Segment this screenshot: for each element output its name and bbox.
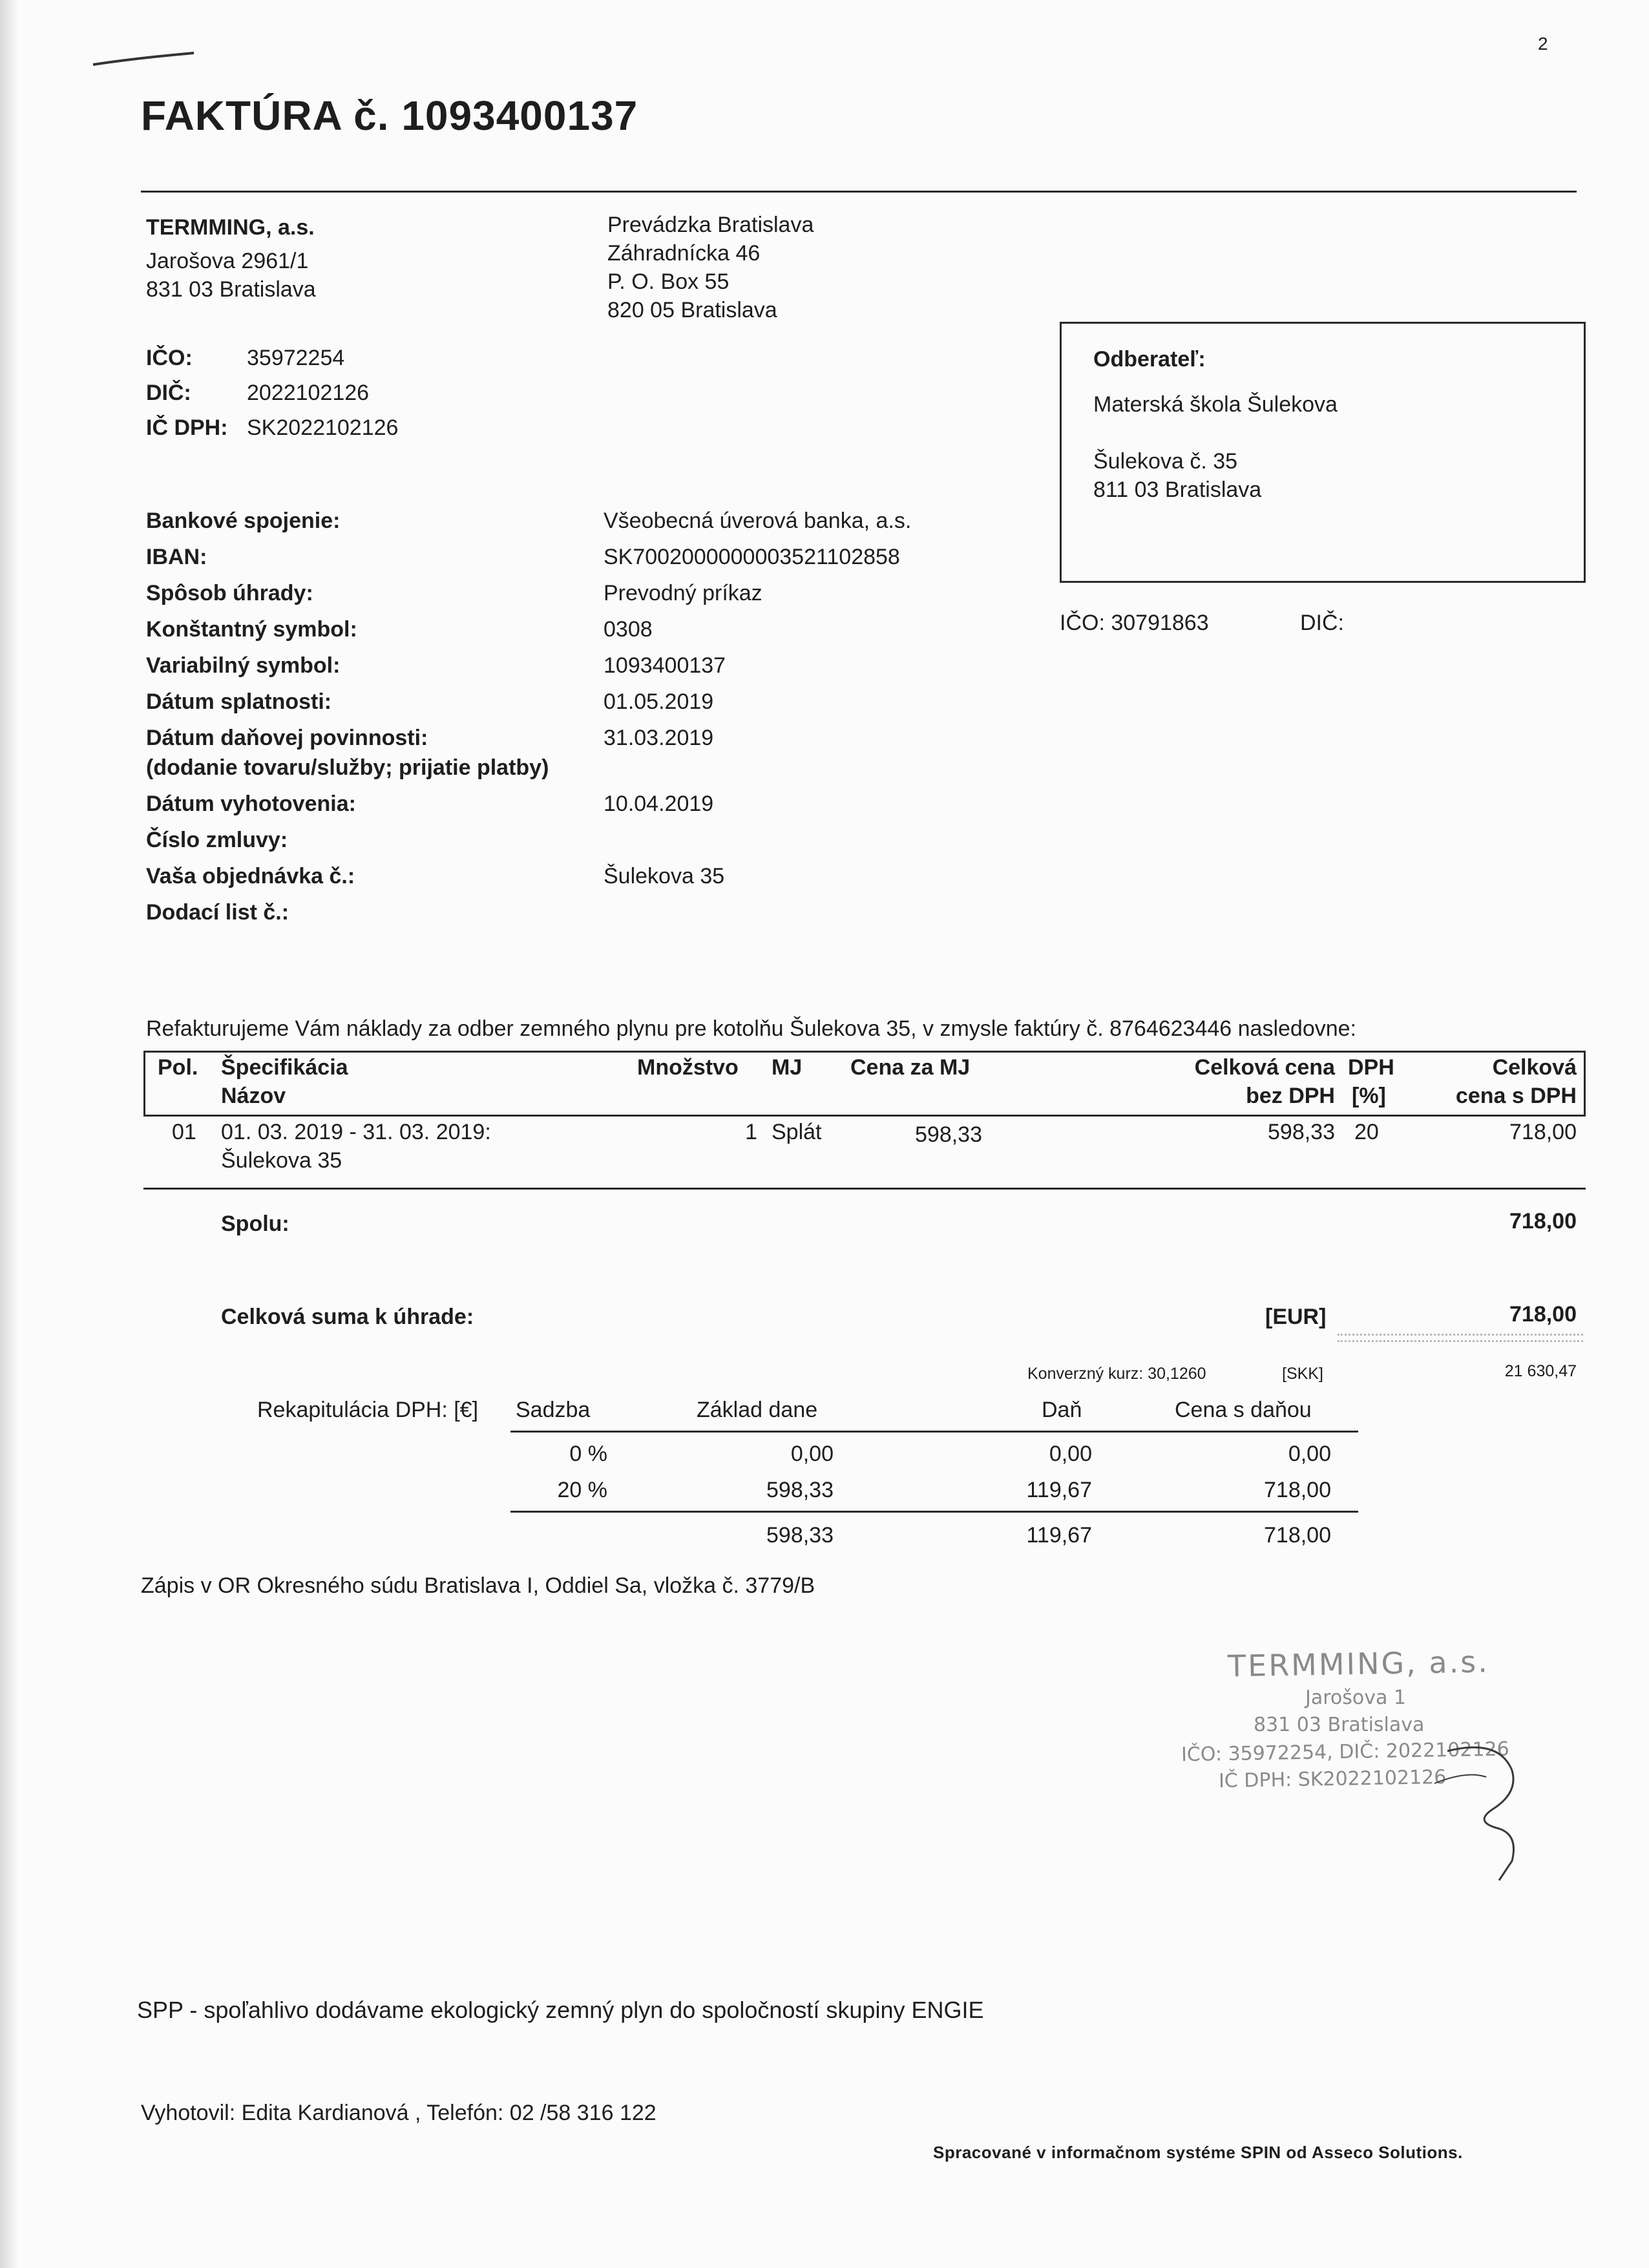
- vat-sum-total: 718,00: [1264, 1523, 1331, 1548]
- vat-th-rate: Sadzba: [516, 1398, 591, 1422]
- page-number: 2: [1538, 34, 1548, 54]
- supplier-street: Jarošova 2961/1: [146, 249, 309, 273]
- icdph-value: SK2022102126: [247, 415, 399, 440]
- var-label: Variabilný symbol:: [146, 653, 341, 678]
- total-dotted-underline: [1338, 1334, 1583, 1336]
- row-total-excl: 598,33: [1268, 1120, 1335, 1144]
- prepared-by: Vyhotovil: Edita Kardianová , Telefón: 02 /58 316 122: [141, 2101, 656, 2125]
- dic-label: DIČ:: [146, 381, 191, 405]
- currency-label: [EUR]: [1265, 1305, 1327, 1329]
- vat-row1-tax: 0,00: [1049, 1442, 1092, 1466]
- icdph-label: IČ DPH:: [146, 415, 228, 440]
- due-total-label: Celková suma k úhrade:: [221, 1305, 474, 1329]
- customer-street: Šulekova č. 35: [1093, 449, 1238, 474]
- spolu-label: Spolu:: [221, 1212, 289, 1236]
- tax-date-value: 31.03.2019: [604, 726, 714, 750]
- tax-date-sub: (dodanie tovaru/služby; prijatie platby): [146, 755, 549, 780]
- bank-label: Bankové spojenie:: [146, 509, 341, 533]
- iban-value: SK7002000000003521102858: [604, 545, 900, 569]
- row-qty: 1: [745, 1120, 757, 1144]
- stamp-line-4: IČO: 35972254, DIČ: 2022102126: [1181, 1738, 1509, 1767]
- stamp-line-5: IČ DPH: SK2022102126: [1218, 1765, 1447, 1793]
- vat-row1-base: 0,00: [790, 1442, 834, 1466]
- th-unit-price: Cena za MJ: [850, 1055, 971, 1080]
- th-total-excl-1: Celková cena: [1194, 1055, 1335, 1080]
- pen-mark: [90, 39, 200, 71]
- vat-row1-rate: 0 %: [569, 1442, 607, 1466]
- header-divider: [141, 191, 1577, 193]
- intro-text: Refakturujeme Vám náklady za odber zemného plynu pre kotolňu Šulekova 35, v zmysle faktúry č. 8764623446 nasledovne:: [146, 1016, 1356, 1041]
- th-total-incl-1: Celková: [1492, 1055, 1577, 1080]
- stamp-line-1: TERMMING, a.s.: [1227, 1644, 1490, 1684]
- delivery-label: Dodací list č.:: [146, 900, 289, 925]
- dic-value: 2022102126: [247, 381, 370, 405]
- iban-label: IBAN:: [146, 545, 207, 569]
- vat-sum-base: 598,33: [766, 1523, 834, 1548]
- conversion-rate: Konverzný kurz: 30,1260: [1027, 1365, 1206, 1383]
- var-value: 1093400137: [604, 653, 726, 678]
- th-vat-1: DPH: [1348, 1055, 1394, 1080]
- tax-date-label: Dátum daňovej povinnosti:: [146, 726, 428, 750]
- order-label: Vaša objednávka č.:: [146, 864, 355, 888]
- row-vat: 20: [1354, 1120, 1379, 1144]
- issue-label: Dátum vyhotovenia:: [146, 792, 356, 816]
- invoice-title: FAKTÚRA č. 1093400137: [141, 92, 638, 139]
- th-total-excl-2: bez DPH: [1246, 1084, 1335, 1108]
- slogan: SPP - spoľahlivo dodávame ekologický zemný plyn do spoločností skupiny ENGIE: [137, 1997, 984, 2023]
- th-mj: MJ: [772, 1055, 803, 1080]
- bank-value: Všeobecná úverová banka, a.s.: [604, 509, 912, 533]
- customer-city: 811 03 Bratislava: [1093, 478, 1262, 502]
- row-pol: 01: [172, 1120, 196, 1144]
- items-bottom-line: [143, 1188, 1586, 1190]
- contract-label: Číslo zmluvy:: [146, 828, 288, 852]
- vat-th-tax: Daň: [1042, 1398, 1082, 1422]
- vat-row2-total: 718,00: [1264, 1478, 1331, 1502]
- row-mj: Splát: [772, 1120, 822, 1144]
- const-label: Konštantný symbol:: [146, 617, 357, 642]
- th-spec: Špecifikácia: [221, 1055, 348, 1080]
- vat-recap-title: Rekapitulácia DPH: [€]: [257, 1398, 479, 1422]
- vat-row2-base: 598,33: [766, 1478, 834, 1502]
- customer-name: Materská škola Šulekova: [1093, 392, 1338, 417]
- th-total-incl-2: cena s DPH: [1455, 1084, 1577, 1108]
- vat-th-total: Cena s daňou: [1175, 1398, 1312, 1422]
- th-pol: Pol.: [158, 1055, 198, 1080]
- row-name: Šulekova 35: [221, 1148, 342, 1173]
- signature-mark: [1422, 1732, 1551, 1887]
- issue-value: 10.04.2019: [604, 792, 714, 816]
- registration-note: Zápis v OR Okresného súdu Bratislava I, Oddiel Sa, vložka č. 3779/B: [141, 1573, 815, 1598]
- skk-label: [SKK]: [1282, 1365, 1323, 1383]
- vat-row2-tax: 119,67: [1026, 1478, 1092, 1502]
- vat-th-base: Základ dane: [697, 1398, 818, 1422]
- branch-city: 820 05 Bratislava: [607, 298, 777, 322]
- system-note: Spracované v informačnom systéme SPIN od Asseco Solutions.: [933, 2143, 1463, 2162]
- due-label: Dátum splatnosti:: [146, 689, 332, 714]
- method-value: Prevodný príkaz: [604, 581, 762, 605]
- vat-sum-line: [510, 1511, 1358, 1513]
- vat-row1-total: 0,00: [1288, 1442, 1331, 1466]
- row-unit-price: 598,33: [915, 1122, 982, 1147]
- row-total-incl: 718,00: [1509, 1120, 1577, 1144]
- branch-pobox: P. O. Box 55: [607, 269, 730, 294]
- due-total-value: 718,00: [1509, 1302, 1577, 1327]
- row-spec: 01. 03. 2019 - 31. 03. 2019:: [221, 1120, 491, 1144]
- spolu-value: 718,00: [1509, 1209, 1577, 1234]
- method-label: Spôsob úhrady:: [146, 581, 313, 605]
- stamp-line-3: 831 03 Bratislava: [1254, 1714, 1425, 1736]
- branch-street: Záhradnícka 46: [607, 241, 761, 266]
- th-name: Názov: [221, 1084, 286, 1108]
- customer-label: Odberateľ:: [1093, 347, 1206, 372]
- const-value: 0308: [604, 617, 653, 642]
- ico-label: IČO:: [146, 346, 193, 370]
- vat-header-line: [510, 1431, 1358, 1433]
- th-vat-2: [%]: [1352, 1084, 1386, 1108]
- customer-dic: DIČ:: [1300, 611, 1344, 635]
- scan-edge-shadow: [0, 0, 18, 2268]
- supplier-city: 831 03 Bratislava: [146, 277, 316, 302]
- skk-value: 21 630,47: [1504, 1362, 1577, 1380]
- vat-row2-rate: 20 %: [557, 1478, 607, 1502]
- stamp-line-2: Jarošova 1: [1305, 1686, 1407, 1709]
- total-dotted-underline-2: [1338, 1340, 1583, 1342]
- order-value: Šulekova 35: [604, 864, 725, 888]
- supplier-name: TERMMING, a.s.: [146, 215, 315, 240]
- vat-sum-tax: 119,67: [1026, 1523, 1092, 1548]
- th-qty: Množstvo: [637, 1055, 739, 1080]
- branch-name: Prevádzka Bratislava: [607, 213, 814, 237]
- ico-value: 35972254: [247, 346, 345, 370]
- due-value: 01.05.2019: [604, 689, 714, 714]
- customer-ico: IČO: 30791863: [1060, 611, 1209, 635]
